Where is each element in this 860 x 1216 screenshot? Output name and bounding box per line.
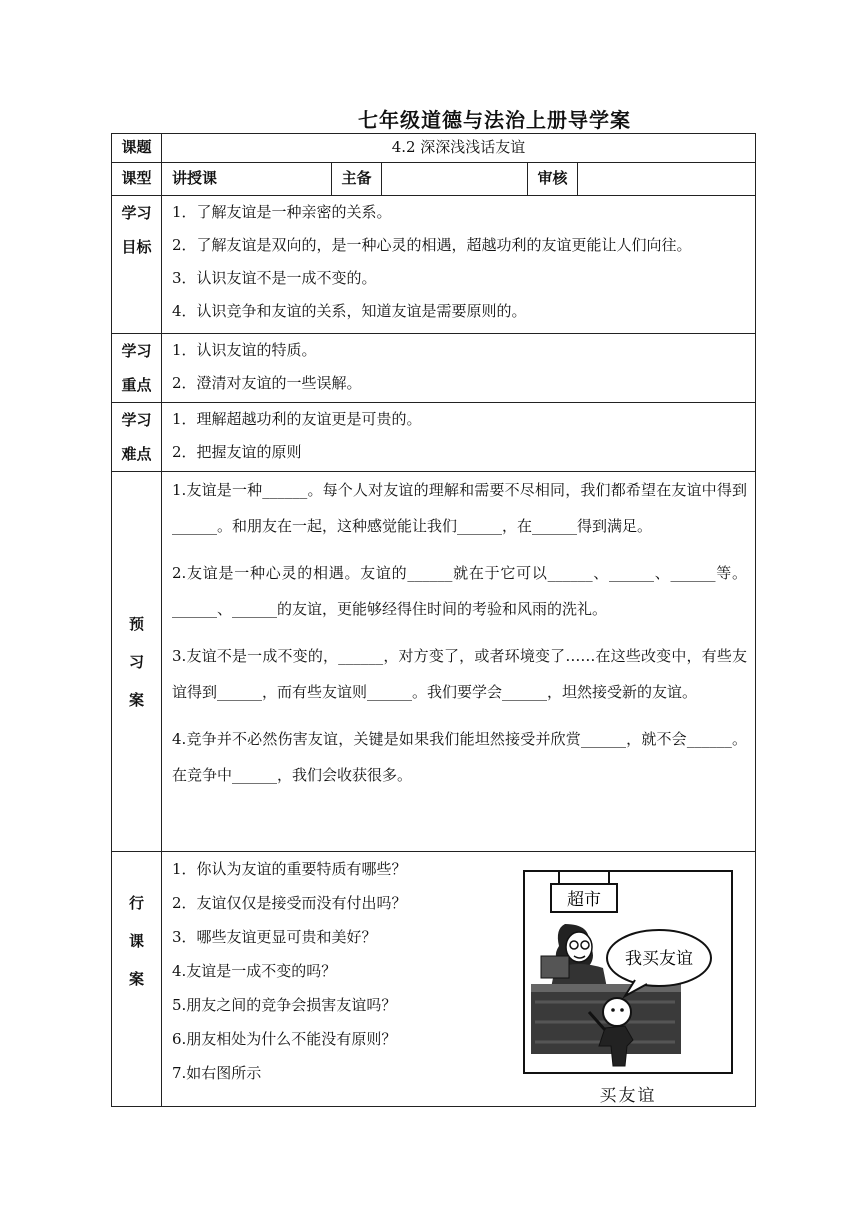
goals-row xyxy=(112,196,756,334)
goals-content xyxy=(162,196,756,334)
preview-label-char: 习 xyxy=(128,652,144,671)
class-row xyxy=(112,852,756,1107)
key-points-label-line1: 学习 xyxy=(121,342,152,360)
key-point-item: 1．认识友谊的特质。 xyxy=(172,341,317,359)
class-label xyxy=(112,852,162,1107)
class-question: 3．哪些友谊更显可贵和美好？ xyxy=(172,928,377,946)
prep-value xyxy=(382,163,528,196)
preview-row xyxy=(112,472,756,852)
key-points-row xyxy=(112,334,756,403)
comic-speech-text: 我买友谊 xyxy=(625,949,694,969)
goals-label xyxy=(112,196,162,334)
class-question: 7.如右图所示 xyxy=(172,1064,262,1082)
key-points-label-line2: 重点 xyxy=(121,376,152,394)
preview-paragraph: 2.友谊是一种心灵的相遇。友谊的______就在于它可以______、______、______等。______、______的友谊，更能够经得住时间的考验和风雨的洗礼。 xyxy=(172,564,748,618)
comic-sign-text: 超市 xyxy=(567,890,602,910)
key-point-item: 2．澄清对友谊的一些误解。 xyxy=(172,374,362,392)
goal-item: 3．认识友谊不是一成不变的。 xyxy=(172,269,377,287)
meta-row xyxy=(112,163,756,196)
page-title: 七年级道德与法治上册导学案 xyxy=(358,108,631,132)
preview-label xyxy=(112,472,162,852)
class-question: 4.友谊是一成不变的吗？ xyxy=(172,962,337,980)
preview-paragraph: 4.竞争并不必然伤害友谊，关键是如果我们能坦然接受并欣赏______，就不会______。在竞争中______，我们会收获很多。 xyxy=(172,730,748,784)
prep-label: 主备 xyxy=(332,163,382,196)
difficulty-item: 2．把握友谊的原则 xyxy=(172,443,302,461)
class-question: 2．友谊仅仅是接受而没有付出吗？ xyxy=(172,894,407,912)
comic-drawing xyxy=(525,872,731,1072)
difficulties-label-line1: 学习 xyxy=(121,411,152,429)
preview-label-char: 案 xyxy=(128,690,144,709)
lesson-row xyxy=(112,134,756,163)
goals-label-line2: 目标 xyxy=(121,238,152,256)
difficulties-label-line2: 难点 xyxy=(121,445,152,463)
difficulties-row xyxy=(112,403,756,472)
comic-illustration xyxy=(523,870,733,1106)
goal-item: 2．了解友谊是双向的，是一种心灵的相遇，超越功利的友谊更能让人们向往。 xyxy=(172,236,692,254)
class-content xyxy=(162,852,756,1107)
class-question: 1．你认为友谊的重要特质有哪些？ xyxy=(172,860,407,878)
difficulties-content xyxy=(162,403,756,472)
goal-item: 1．了解友谊是一种亲密的关系。 xyxy=(172,203,392,221)
preview-paragraph: 3.友谊不是一成不变的，______，对方变了，或者环境变了……在这些改变中，有些友谊得到______，而有些友谊则______。我们要学会______，坦然接受新的友谊。 xyxy=(172,647,748,701)
comic-caption: 买友谊 xyxy=(599,1086,657,1106)
preview-content xyxy=(162,472,756,852)
lesson-value: 4.2 深深浅浅话友谊 xyxy=(162,134,756,163)
goals-label-line1: 学习 xyxy=(121,204,152,222)
difficulties-label xyxy=(112,403,162,472)
goal-item: 4．认识竞争和友谊的关系，知道友谊是需要原则的。 xyxy=(172,302,527,320)
key-points-label xyxy=(112,334,162,403)
lesson-label: 课题 xyxy=(112,134,162,163)
class-label-char: 课 xyxy=(128,932,144,950)
class-label-char: 行 xyxy=(128,894,144,912)
type-label: 课型 xyxy=(112,163,162,196)
class-question: 6.朋友相处为什么不能没有原则？ xyxy=(172,1030,397,1048)
class-label-char: 案 xyxy=(128,970,144,988)
preview-paragraph: 1.友谊是一种______。每个人对友谊的理解和需要不尽相同，我们都希望在友谊中得到______。和朋友在一起，这种感觉能让我们______，在______得到满足。 xyxy=(172,481,748,535)
class-question: 5.朋友之间的竞争会损害友谊吗？ xyxy=(172,996,397,1014)
review-label: 审核 xyxy=(528,163,578,196)
key-points-content xyxy=(162,334,756,403)
difficulty-item: 1．理解超越功利的友谊更是可贵的。 xyxy=(172,410,422,428)
review-value xyxy=(578,163,756,196)
preview-label-char: 预 xyxy=(128,614,144,633)
type-value: 讲授课 xyxy=(162,163,332,196)
comic-frame xyxy=(523,870,733,1074)
study-plan-table xyxy=(111,133,756,1107)
